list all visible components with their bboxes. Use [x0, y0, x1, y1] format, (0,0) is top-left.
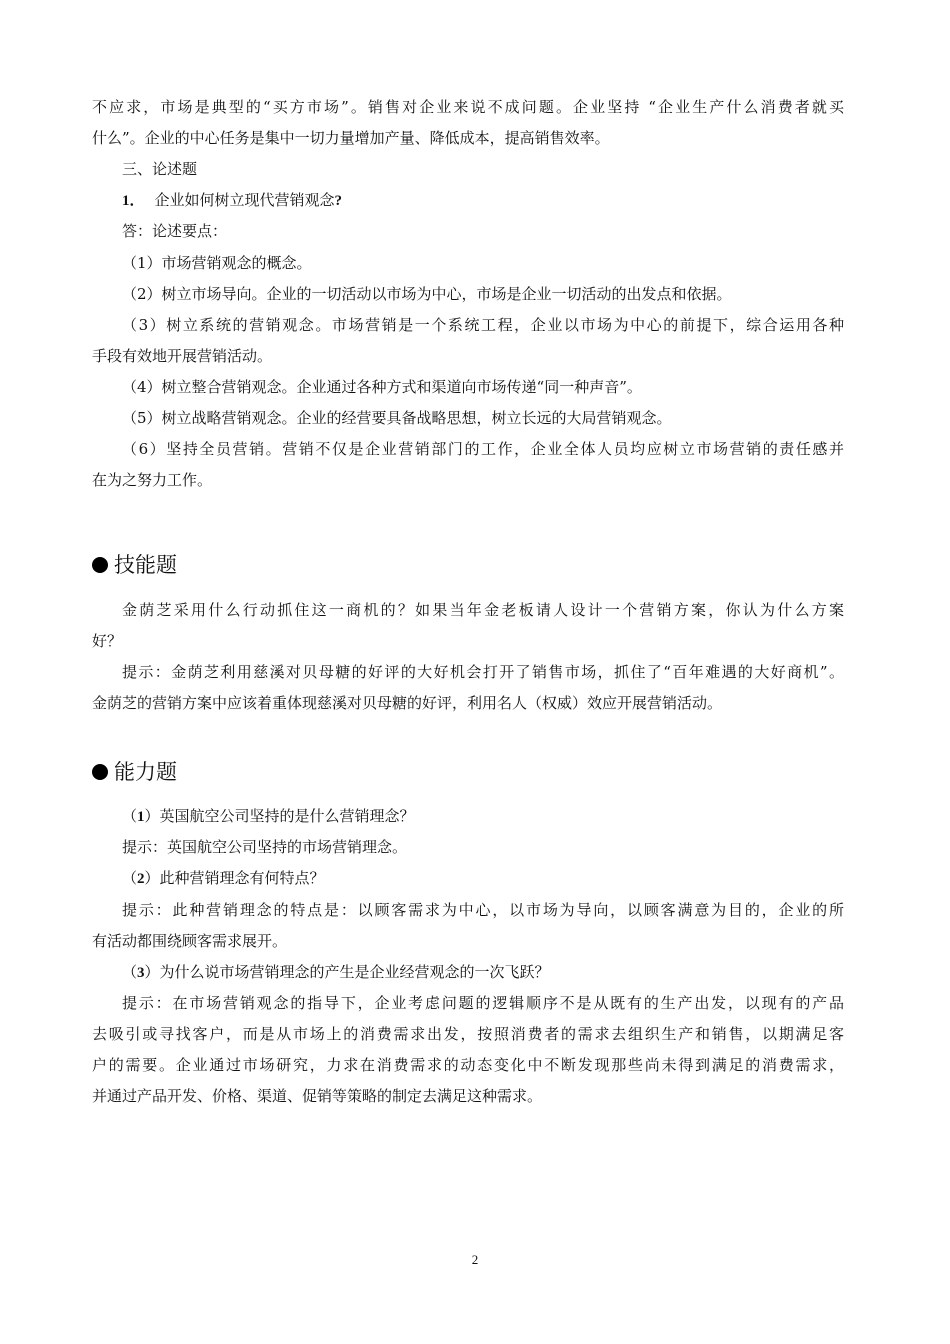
- ability-hint-2-line-2: 有活动都围绕顾客需求展开。: [92, 932, 288, 950]
- intro-paragraph-line-2: 什么”。企业的中心任务是集中一切力量增加产量、降低成本，提高销售效率。: [92, 129, 610, 147]
- ability-hint-3-line-2: 去吸引或寻找客户，而是从市场上的消费需求出发，按照消费者的需求去组织生产和销售，以期满足客: [92, 1025, 844, 1043]
- essay-point-5: （5）树立战略营销观念。企业的经营要具备战略思想，树立长远的大局营销观念。: [122, 409, 672, 427]
- essay-point-6-line-2: 在为之努力工作。: [92, 471, 213, 489]
- essay-answer-intro: 答：论述要点：: [122, 222, 228, 240]
- ability-hint-3-line-1: 提示：在市场营销观念的指导下，企业考虑问题的逻辑顺序不是从既有的生产出发，以现有的产品: [122, 994, 844, 1012]
- ability-question-3-text: 为什么说市场营销理念的产生是企业经营观念的一次飞跃？: [159, 963, 550, 981]
- essay-point-6-line-1: （6）坚持全员营销。营销不仅是企业营销部门的工作，企业全体人员均应树立市场营销的责任感并: [122, 440, 844, 458]
- essay-point-2: （2）树立市场导向。企业的一切活动以市场为中心，市场是企业一切活动的出发点和依据。: [122, 285, 732, 303]
- page-number: 2: [471, 1252, 479, 1267]
- essay-section-heading: 三、论述题: [122, 160, 198, 178]
- essay-point-4: （4）树立整合营销观念。企业通过各种方式和渠道向市场传递“同一种声音”。: [122, 378, 642, 396]
- skill-question-line-2: 好？: [92, 632, 123, 650]
- essay-point-1: （1）市场营销观念的概念。: [122, 254, 312, 272]
- ability-hint-1: 提示：英国航空公司坚持的市场营销理念。: [122, 838, 408, 856]
- essay-point-3-line-1: （3）树立系统的营销观念。市场营销是一个系统工程，企业以市场为中心的前提下，综合运用各种: [122, 316, 844, 334]
- skill-heading-text: 技能题: [114, 553, 177, 577]
- essay-question: [122, 190, 342, 211]
- ability-question-3: （3）为什么说市场营销理念的产生是企业经营观念的一次飞跃？: [122, 963, 550, 981]
- ability-question-3-number: 3: [137, 965, 145, 981]
- ability-hint-2-line-1: 提示：此种营销理念的特点是：以顾客需求为中心，以市场为导向，以顾客满意为目的，企业的所: [122, 901, 844, 919]
- ability-question-2-number: 2: [137, 871, 145, 887]
- ability-hint-3-line-4: 并通过产品开发、价格、渠道、促销等策略的制定去满足这种需求。: [92, 1087, 543, 1105]
- intro-paragraph-line-1: 不应求，市场是典型的“买方市场”。销售对企业来说不成问题。企业坚持 “企业生产什么消费者就买: [92, 98, 844, 116]
- ability-question-1: （1）英国航空公司坚持的是什么营销理念？: [122, 807, 415, 825]
- bullet-icon: [92, 764, 108, 780]
- skill-section-heading: [92, 551, 177, 579]
- skill-question-line-1: 金荫芝采用什么行动抓住这一商机的？如果当年金老板请人设计一个营销方案，你认为什么方案: [122, 601, 844, 619]
- essay-question-mark: ?: [334, 193, 343, 209]
- bullet-icon: [92, 557, 108, 573]
- skill-hint-line-2: 金荫芝的营销方案中应该着重体现慈溪对贝母糖的好评，利用名人（权威）效应开展营销活动。: [92, 694, 723, 712]
- essay-question-number: 1．: [122, 193, 145, 209]
- ability-section-heading: [92, 758, 177, 786]
- ability-question-2: （2）此种营销理念有何特点？: [122, 869, 325, 887]
- ability-question-1-number: 1: [137, 809, 145, 825]
- ability-question-2-text: 此种营销理念有何特点？: [159, 869, 325, 887]
- ability-heading-text: 能力题: [114, 760, 177, 784]
- skill-hint-line-1: 提示：金荫芝利用慈溪对贝母糖的好评的大好机会打开了销售市场，抓住了“百年难遇的大好商机”。: [122, 663, 844, 681]
- ability-question-1-text: 英国航空公司坚持的是什么营销理念？: [159, 807, 415, 825]
- essay-question-text: 企业如何树立现代营销观念: [154, 191, 335, 209]
- essay-point-3-line-2: 手段有效地开展营销活动。: [92, 347, 273, 365]
- ability-hint-3-line-3: 户的需要。企业通过市场研究，力求在消费需求的动态变化中不断发现那些尚未得到满足的消费需求，: [92, 1056, 844, 1074]
